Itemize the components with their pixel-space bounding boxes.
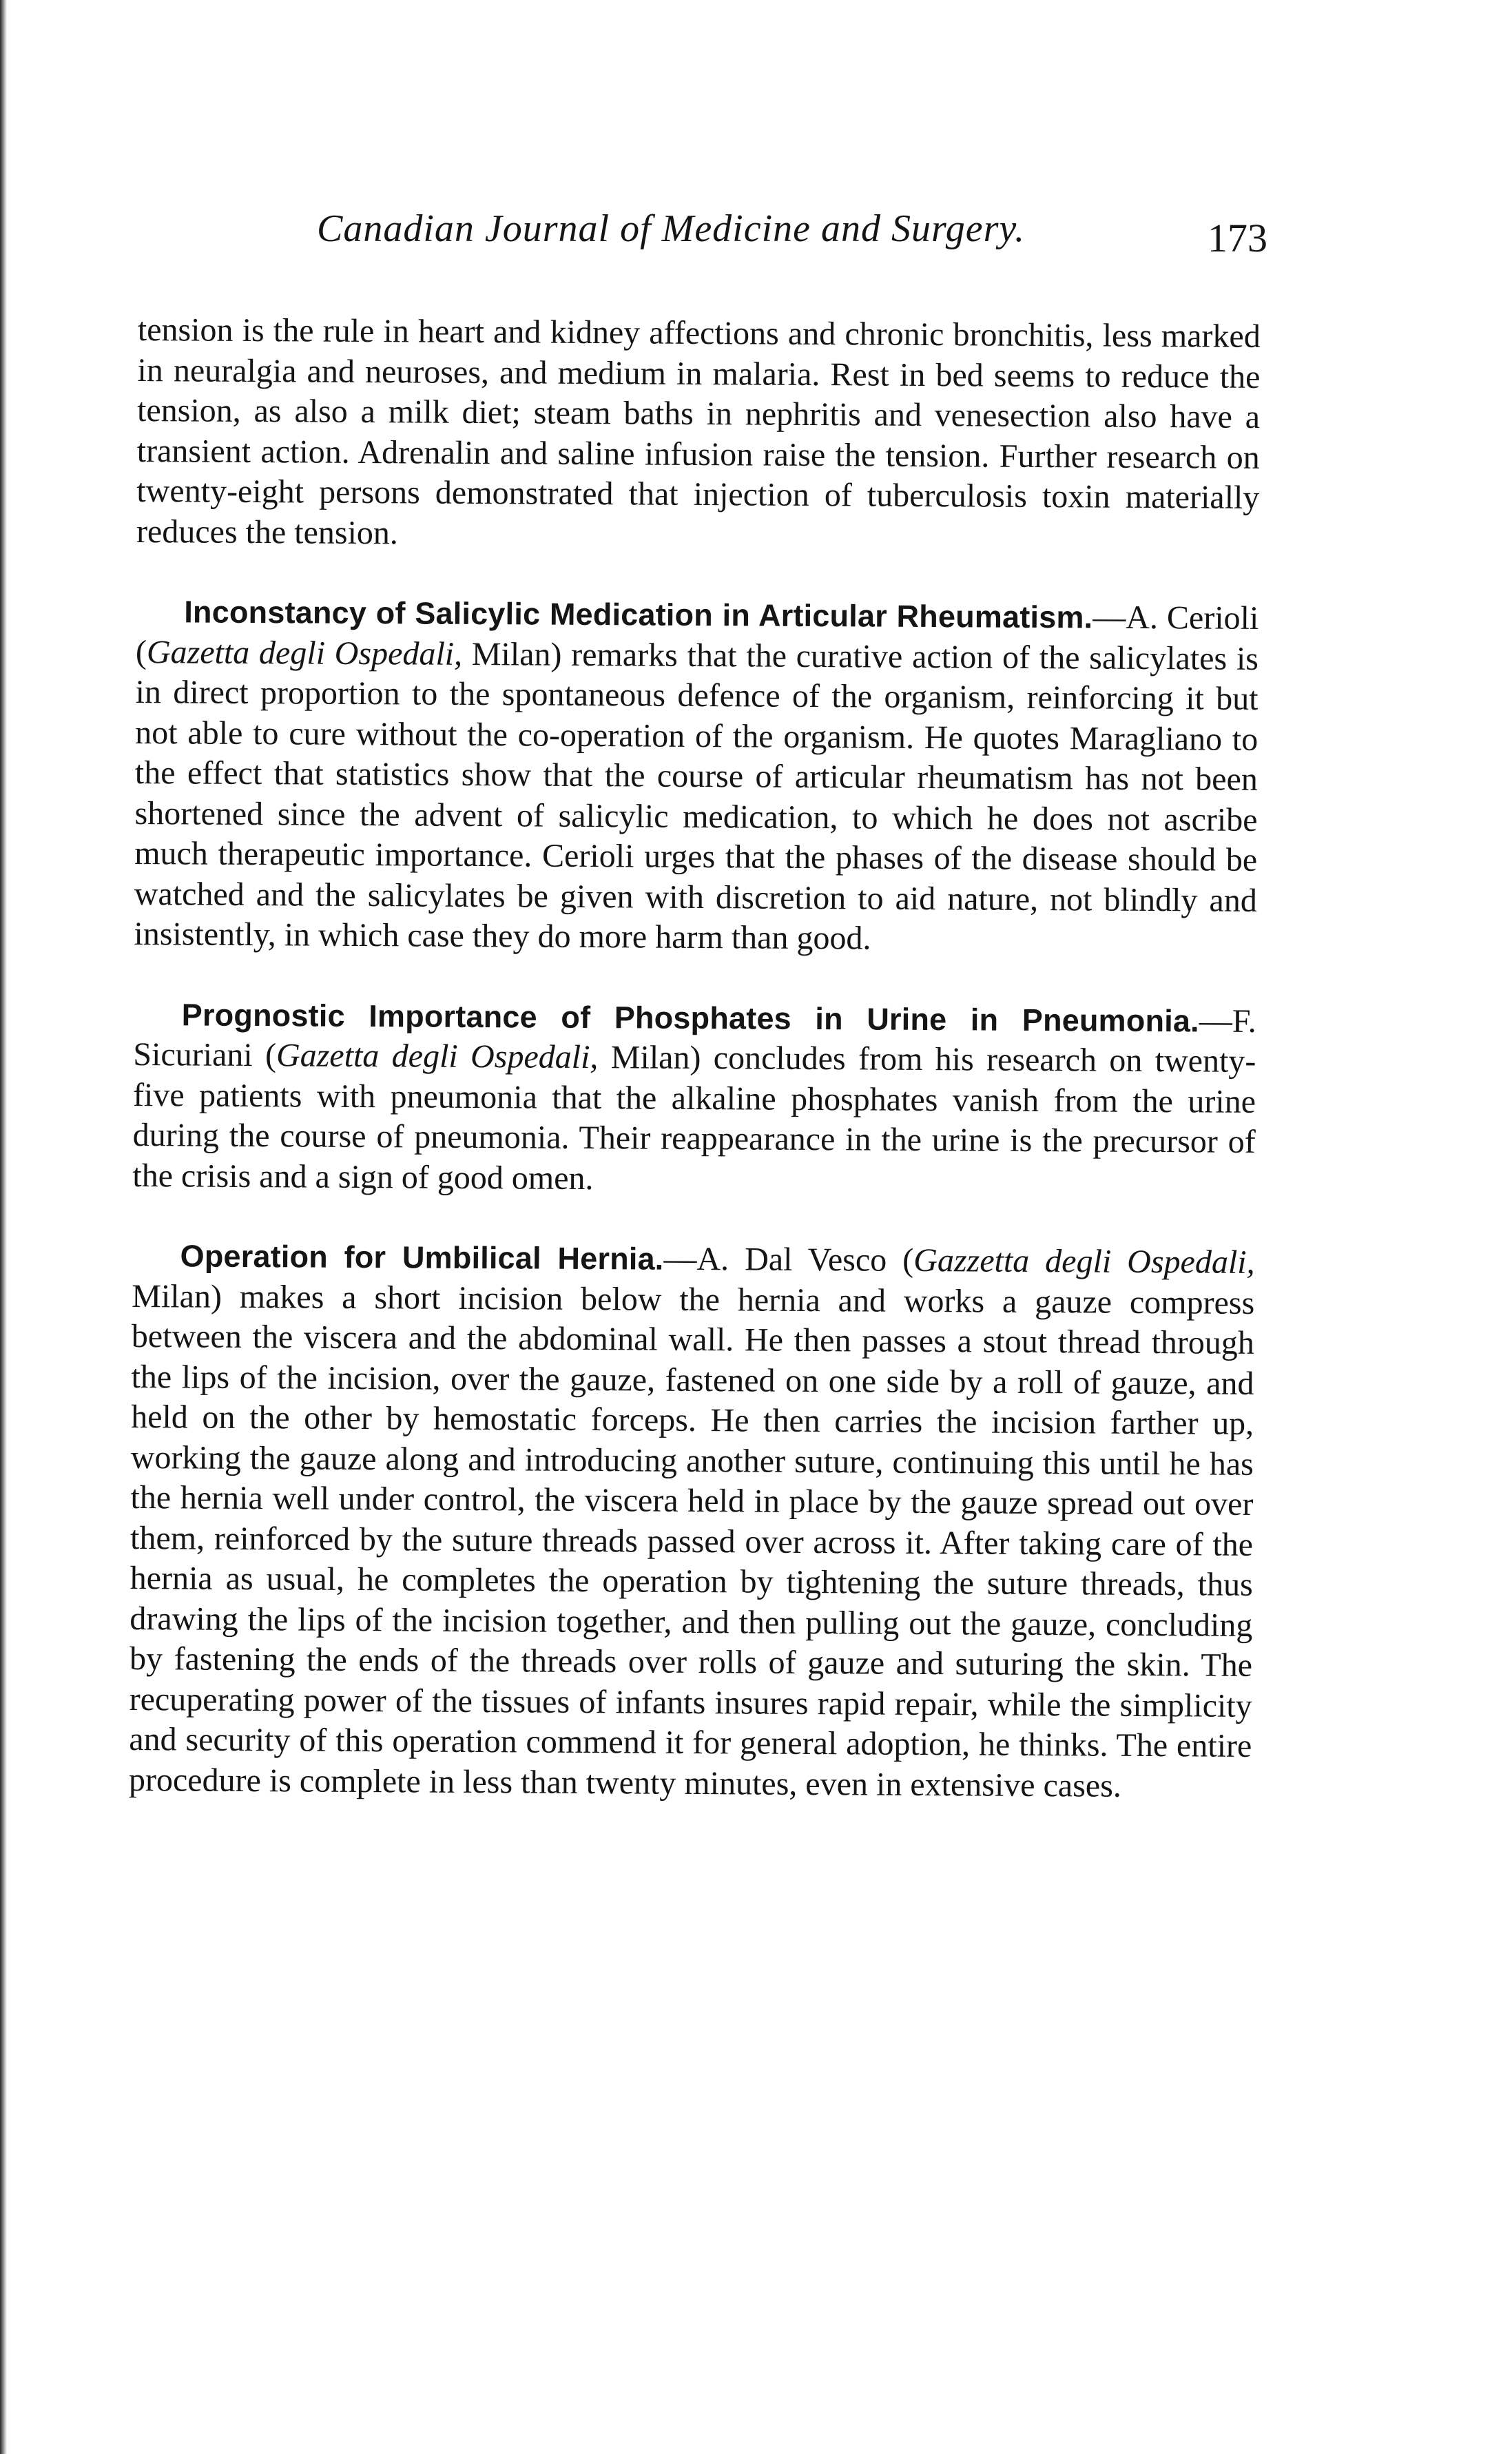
article-heading: Prognostic Importance of Phosphates in Urine in Pneumonia.	[181, 996, 1200, 1038]
article-author: —F. Sicuriani (	[133, 1002, 1256, 1074]
article-source: Gazetta degli Ospedali,	[146, 633, 463, 672]
article-body: Milan) concludes from his research on twenty-five patients with pneumonia that the alkaline phosphates vanish from the urine during the course of pneumonia. Their reappearance in the urine is the precursor of the crisis and a sign of good omen.	[132, 1039, 1256, 1197]
article-body: Milan) makes a short incision below the hernia and works a gauze compress between the viscera and the abdominal wall. He then passes a stout thread through the lips of the incision, over the gauze, fastened on one side by a roll of gauze, and held on the other by hemostatic forceps. He then carries the incision farther up, working the gauze along and introducing another suture, continuing this until he has the hernia well under control, the viscera held in place by the gauze spread out over them, reinforced by the suture threads passed over across it. After taking care of the hernia as usual, he completes the operation by tightening the suture threads, thus drawing the lips of the incision together, and then pulling out the gauze, concluding by fastening the ends of the threads over rolls of gauze and suturing the skin. The recuperating power of the tissues of infants insures rapid repair, while the simplicity and security of this operation commend it for general adoption, he thinks. The entire procedure is complete in less than twenty minutes, even in extensive cases.	[128, 1277, 1255, 1804]
article-phosphates	[132, 994, 1256, 1202]
article-author: —A. Cerioli (	[135, 599, 1259, 670]
article-heading: Operation for Umbilical Hernia.	[180, 1238, 664, 1277]
article-body: Milan) remarks that the curative action of the salicylates is in direct proportion to the spontaneous defence of the organism, reinforcing it but not able to cure without the co-operation of the organism. He quotes Maragliano to the effect that statistics show that the course of articular rheumatism has not been shortened since the advent of salicylic medication, to which he does not ascribe much therapeutic importance. Cerioli urges that the phases of the disease should be watched and the salicylates be given with discretion to aid nature, not blindly and insistently, in which case they do more harm than good.	[134, 635, 1259, 957]
intro-paragraph: tension is the rule in heart and kidney affections and chronic bronchitis, less marked in neuralgia and neuroses, and medium in malaria. Rest in bed seems to reduce the tension, as also a milk diet; steam baths in nephritis and venesection also have a transient action. Adrenalin and saline infusion raise the tension. Further research on twenty-eight persons demonstrated that injection of tuberculosis toxin materially reduces the tension.	[136, 311, 1261, 551]
page-binding-edge	[0, 0, 7, 2454]
article-source: Gazzetta degli Ospedali,	[913, 1241, 1255, 1281]
article-author: —A. Dal Vesco (	[663, 1240, 914, 1279]
page-body	[129, 310, 1261, 1807]
running-title: Canadian Journal of Medicine and Surgery.	[317, 207, 1026, 250]
article-umbilical-hernia	[129, 1236, 1255, 1807]
article-salicylic	[134, 592, 1259, 961]
article-heading: Inconstancy of Salicylic Medication in Articular Rheumatism.	[184, 594, 1093, 635]
page-number: 173	[1208, 216, 1267, 260]
article-source: Gazetta degli Ospedali,	[276, 1037, 599, 1076]
page-header	[138, 207, 1267, 289]
